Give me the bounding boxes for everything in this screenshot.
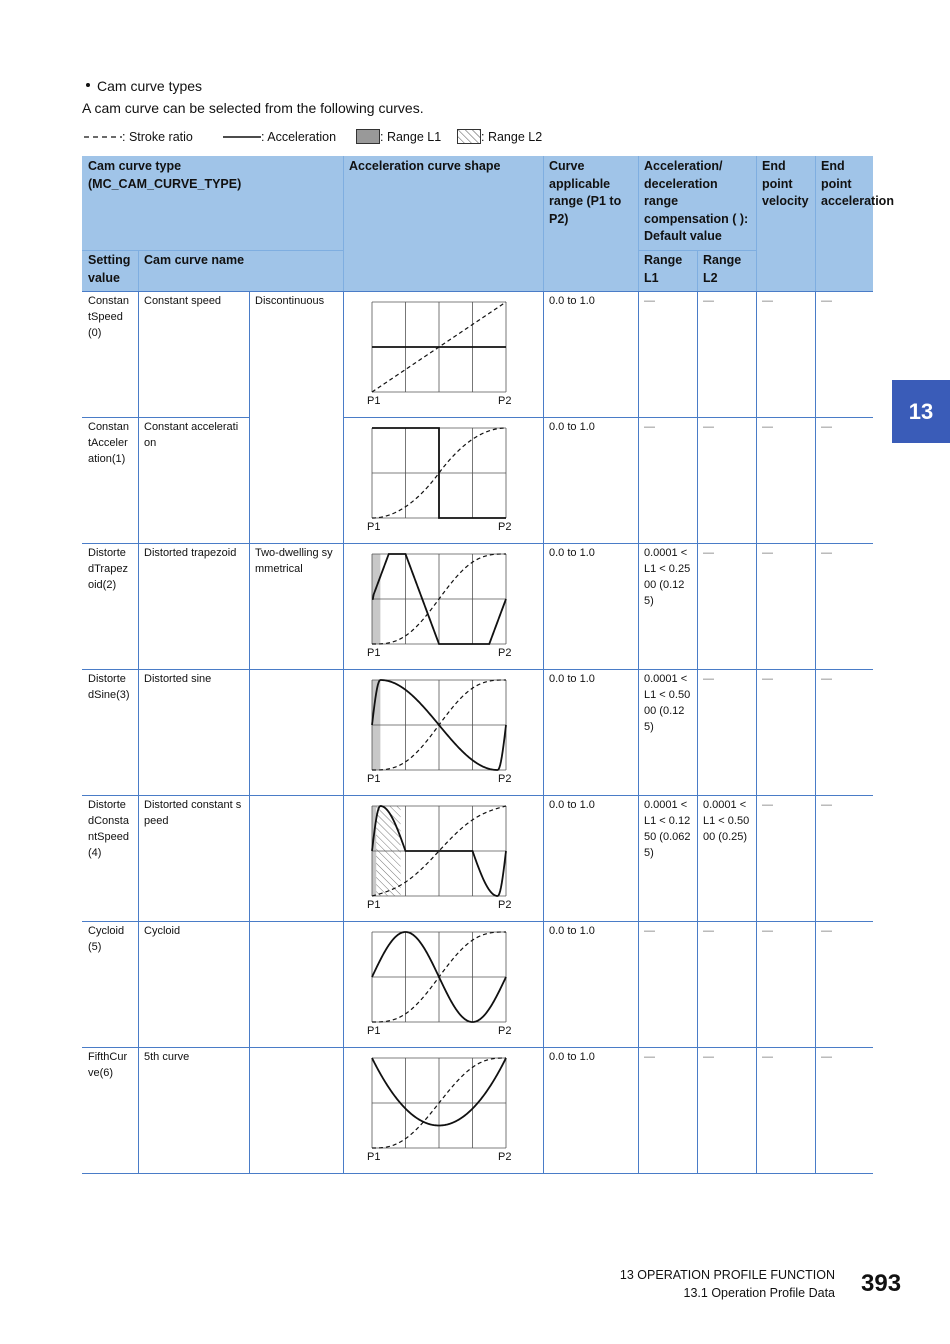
header-cam-name: Cam curve name [138, 250, 343, 291]
p1-label: P1 [367, 899, 381, 911]
footer-section: 13.1 Operation Profile Data [683, 1286, 835, 1300]
range-l1-cell: — [644, 1051, 655, 1063]
setting-value-cell: DistortedSine(3) [88, 673, 130, 701]
range-l1-cell: 0.0001 < L1 < 0.2500 (0.125) [644, 547, 691, 607]
applicable-range-cell: 0.0 to 1.0 [549, 799, 595, 811]
header-range-l1: Range L1 [638, 250, 697, 291]
footer-chapter: 13 OPERATION PROFILE FUNCTION [619, 1268, 835, 1282]
cam-name-cell: Cycloid [144, 925, 181, 937]
p2-label: P2 [498, 521, 512, 533]
applicable-range-cell: 0.0 to 1.0 [549, 295, 595, 307]
cam-name-cell: Distorted constant speed [144, 799, 242, 827]
end-accel-cell: — [821, 547, 832, 559]
p2-label: P2 [498, 395, 512, 407]
gray-swatch-icon [356, 129, 380, 144]
end-velocity-cell: — [762, 295, 773, 307]
p2-label: P2 [498, 773, 512, 785]
applicable-range-cell: 0.0 to 1.0 [549, 673, 595, 685]
legend-range-l2: : Range L2 [457, 130, 542, 145]
end-accel-cell: — [821, 1051, 832, 1063]
range-l1-cell: — [644, 295, 655, 307]
setting-value-cell: FifthCurve(6) [88, 1051, 128, 1079]
cam-name-cell: Distorted trapezoid [144, 547, 237, 559]
bullet-dot [86, 83, 90, 87]
header-cam-type: Cam curve type (MC_CAM_CURVE_TYPE) [82, 156, 343, 250]
setting-value-cell: DistortedConstantSpeed(4) [88, 799, 129, 859]
p1-label: P1 [367, 395, 381, 407]
range-l2-cell: — [703, 547, 714, 559]
intro-text: A cam curve can be selected from the following curves. [82, 100, 424, 116]
legend-accel: : Acceleration [223, 130, 336, 144]
p2-label: P2 [498, 647, 512, 659]
legend-range-l1: : Range L1 [356, 130, 441, 145]
dashed-line-icon [84, 134, 122, 140]
range-l2-cell: — [703, 673, 714, 685]
setting-value-cell: ConstantAcceleration(1) [88, 421, 129, 465]
range-l1-cell: — [644, 925, 655, 937]
cam-name-cell: Distorted sine [144, 673, 212, 685]
p1-label: P1 [367, 773, 381, 785]
end-velocity-cell: — [762, 547, 773, 559]
header-end-velocity: End point velocity [756, 156, 815, 291]
applicable-range-cell: 0.0 to 1.0 [549, 547, 595, 559]
header-applicable-range: Curve applicable range (P1 to P2) [543, 156, 638, 291]
p2-label: P2 [498, 1025, 512, 1037]
bullet-text: Cam curve types [97, 78, 203, 94]
range-l1-cell: 0.0001 < L1 < 0.1250 (0.0625) [644, 799, 691, 859]
p1-label: P1 [367, 521, 381, 533]
curve-group-cell: Discontinuous [255, 295, 325, 307]
range-l2-cell: — [703, 295, 714, 307]
bullet-item [86, 78, 202, 94]
chapter-tab[interactable]: 13 [892, 380, 950, 443]
p1-label: P1 [367, 1025, 381, 1037]
p2-label: P2 [498, 899, 512, 911]
range-l1-cell: 0.0001 < L1 < 0.5000 (0.125) [644, 673, 691, 733]
range-l2-cell: 0.0001 < L1 < 0.5000 (0.25) [703, 799, 750, 843]
setting-value-cell: DistortedTrapezoid(2) [88, 547, 128, 591]
cam-name-cell: 5th curve [144, 1051, 190, 1063]
end-velocity-cell: — [762, 799, 773, 811]
end-velocity-cell: — [762, 1051, 773, 1063]
applicable-range-cell: 0.0 to 1.0 [549, 925, 595, 937]
range-l2-cell: — [703, 421, 714, 433]
range-l2-cell: — [703, 1051, 714, 1063]
setting-value-cell: Cycloid(5) [88, 925, 125, 953]
legend-stroke: : Stroke ratio [84, 130, 193, 144]
end-velocity-cell: — [762, 925, 773, 937]
range-l1-cell: — [644, 421, 655, 433]
curve-group-cell: Two-dwelling symmetrical [255, 547, 333, 575]
end-accel-cell: — [821, 421, 832, 433]
end-accel-cell: — [821, 295, 832, 307]
hatched-swatch-icon [457, 129, 481, 144]
cam-curve-table [82, 156, 894, 1172]
solid-line-icon [223, 134, 261, 140]
end-velocity-cell: — [762, 421, 773, 433]
cam-name-cell: Constant acceleration [144, 421, 239, 449]
p1-label: P1 [367, 1151, 381, 1163]
header-range-l2: Range L2 [697, 250, 756, 291]
applicable-range-cell: 0.0 to 1.0 [549, 421, 595, 433]
p2-label: P2 [498, 1151, 512, 1163]
header-end-acceleration: End point acceleration [815, 156, 873, 291]
range-l2-cell: — [703, 925, 714, 937]
header-setting-value: Setting value [82, 250, 138, 291]
applicable-range-cell: 0.0 to 1.0 [549, 1051, 595, 1063]
header-accel-shape: Acceleration curve shape [343, 156, 543, 291]
end-accel-cell: — [821, 925, 832, 937]
end-velocity-cell: — [762, 673, 773, 685]
setting-value-cell: ConstantSpeed(0) [88, 295, 129, 339]
cam-name-cell: Constant speed [144, 295, 222, 307]
p1-label: P1 [367, 647, 381, 659]
page-number: 393 [861, 1270, 902, 1297]
end-accel-cell: — [821, 799, 832, 811]
end-accel-cell: — [821, 673, 832, 685]
header-compensation: Acceleration/ deceleration range compensation ( ): Default value [638, 156, 756, 250]
